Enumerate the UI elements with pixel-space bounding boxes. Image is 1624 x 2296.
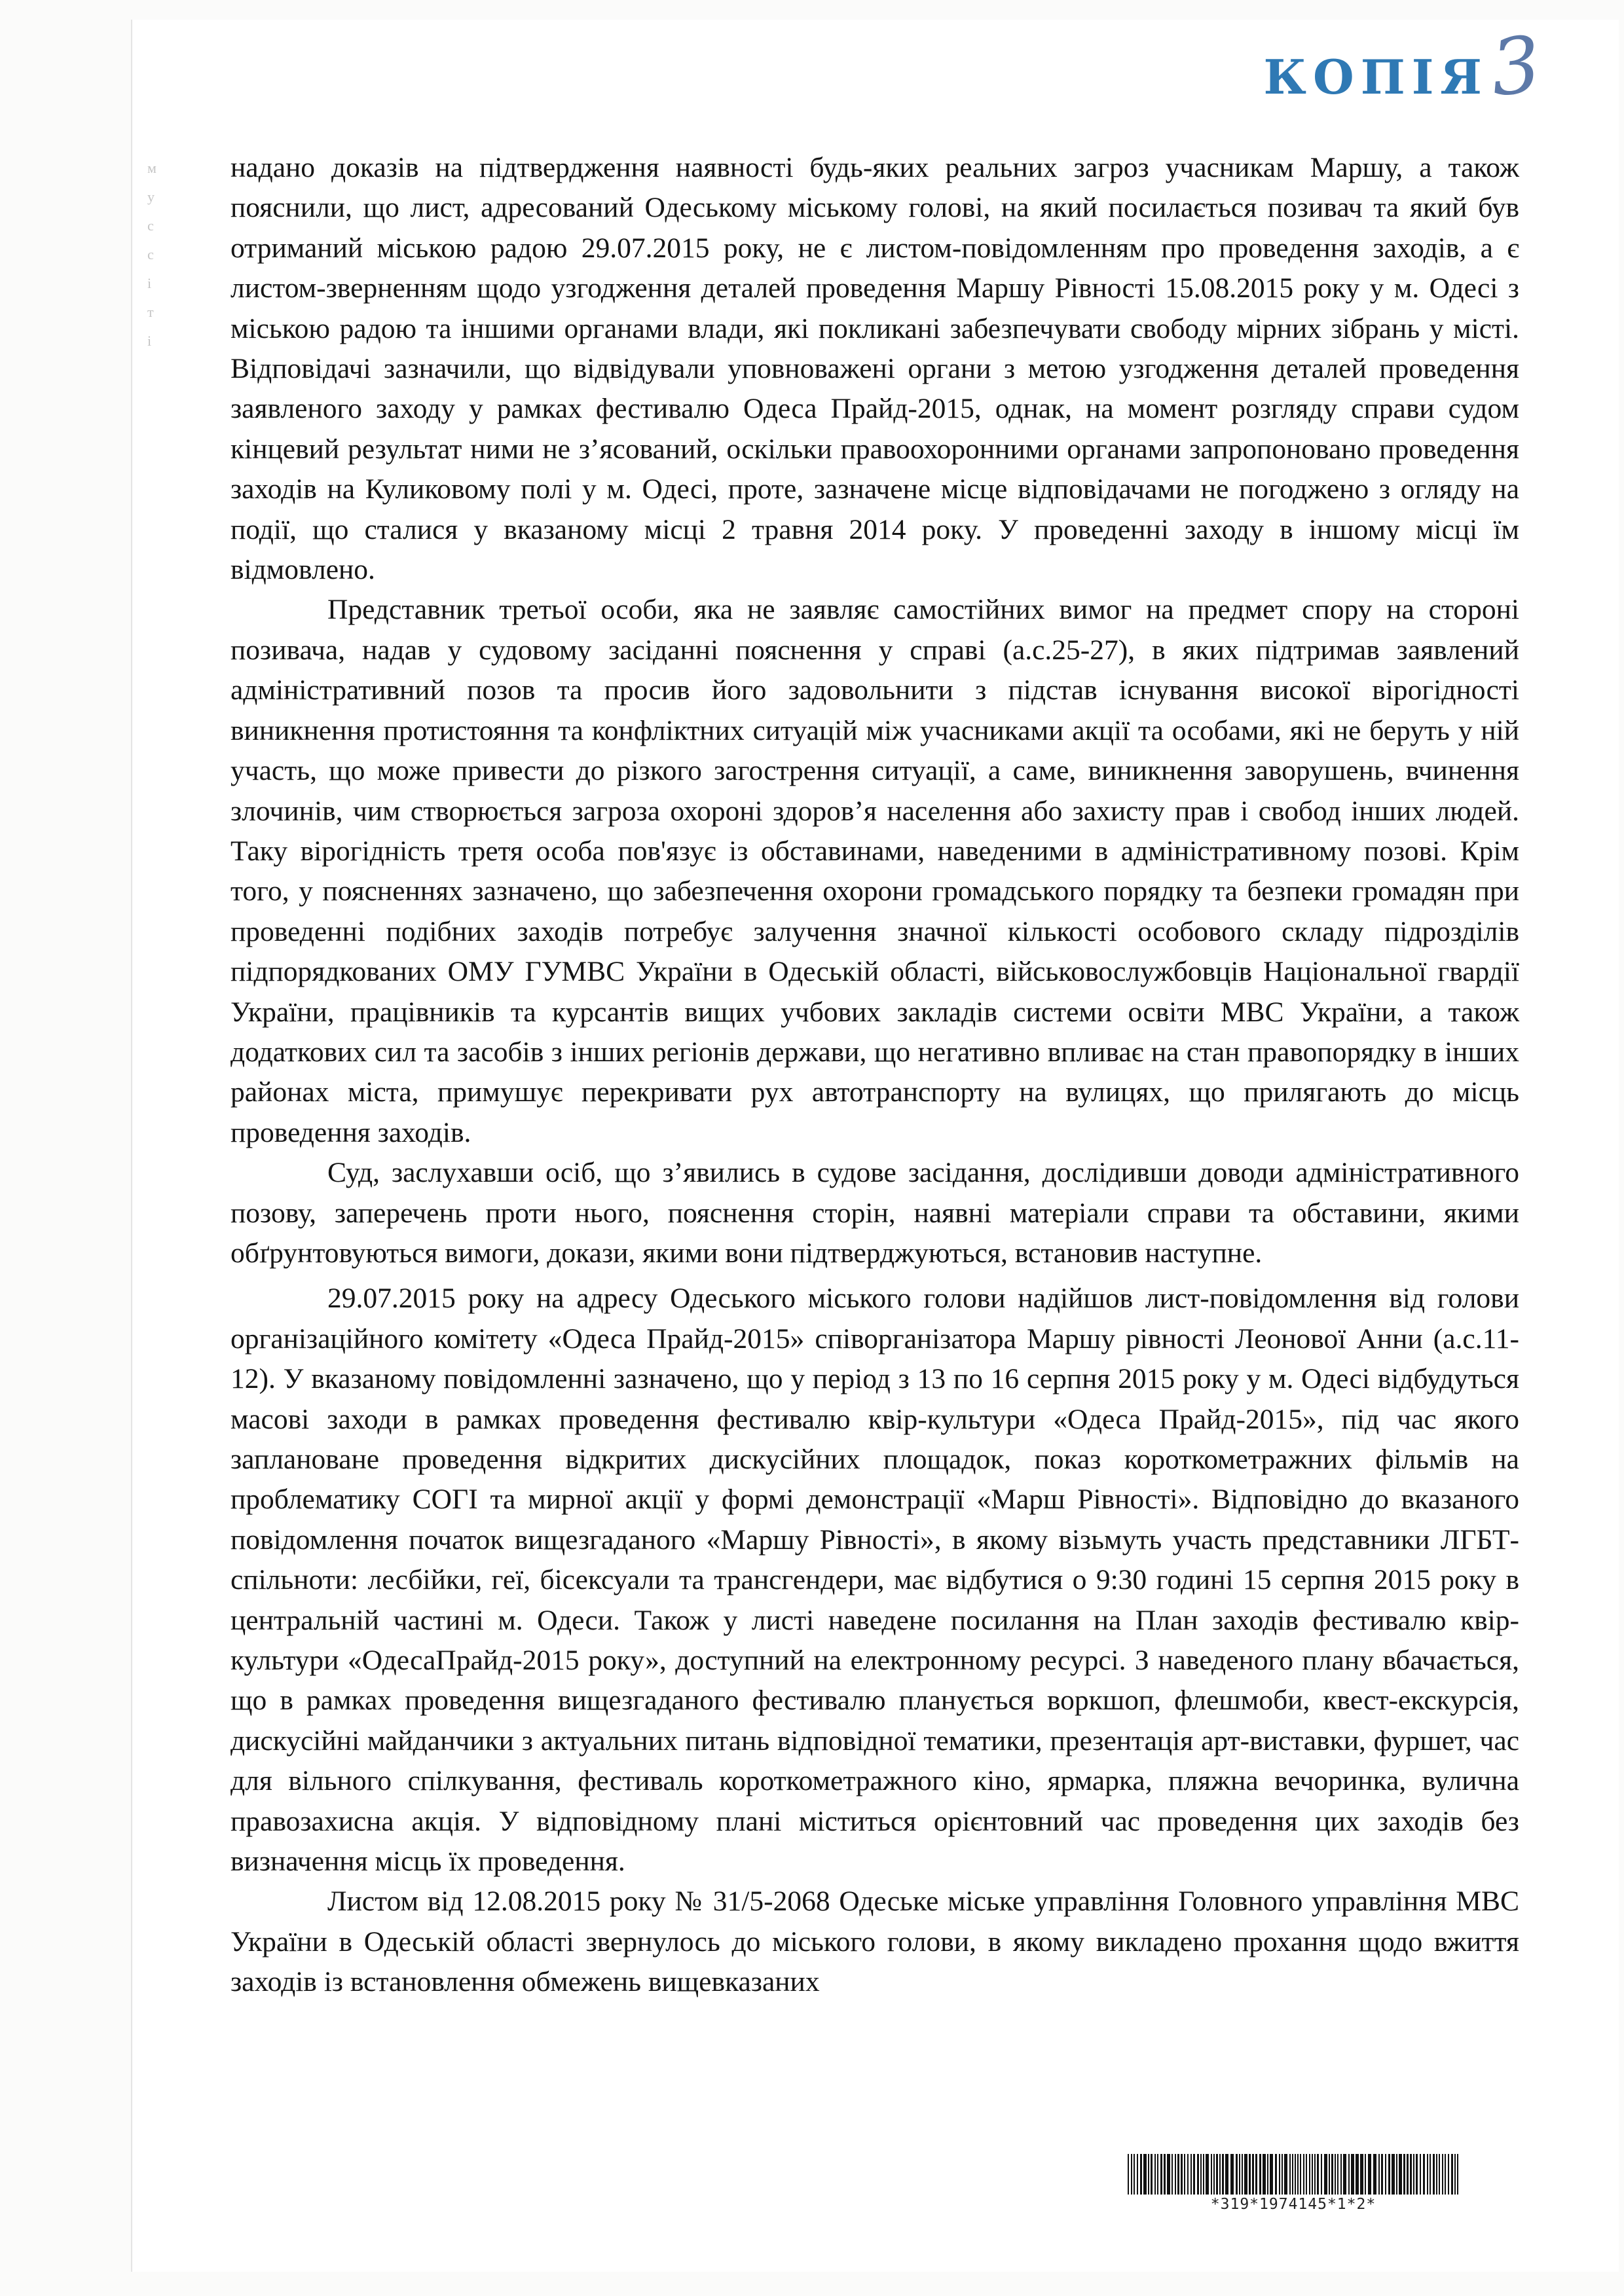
paragraph: Суд, заслухавши осіб, що з’явились в судове засідання, дослідивши доводи адміністративного позову, заперечень проти нього, пояснення сторін, наявні матеріали справи та обставини, якими обґрунтовуються вимоги, докази, якими вони підтверджуються, встановив наступне. [231,1157,1519,1269]
left-margin-bleed-through: м у с с і т і [147,160,157,349]
document-barcode [1128,2154,1459,2213]
paragraph: Представник третьої особи, яка не заявляє самостійних вимог на предмет спору на стороні позивача, надав у судовому засіданні пояснення у справі (а.с.25-27), в яких підтримав заявлений адміністративний позов та просив його задовольнити з підстав існування високої вірогідності виникнення протистояння та конфліктних ситуацій між учасниками акції та особами, які не беруть у ній участь, що може привести до різкого загострення ситуації, а саме, виникнення заворушень, вчинення злочинів, чим створюється загроза охороні здоров’я населення або захисту прав і свобод інших людей. Таку вірогідність третя особа пов'язує із обставинами, наведеними в адміністративному позові. Крім того, у поясненнях зазначено, що забезпечення охорони громадського порядку та безпеки громадян при проведенні подібних заходів потребує залучення значної кількості особового складу підрозділів підпорядкованих ОМУ ГУМВС України в Одеській області, військовослужбовців Національної гвардії України, працівників та курсантів вищих учбових закладів системи освіти МВС України, а також додаткових сил та засобів з інших регіонів держави, що негативно впливає на стан правопорядку в інших районах міста, примушує перекривати рух автотранспорту на вулицях, що прилягають до місць проведення заходів. [231,594,1519,1148]
copy-stamp [1263,18,1545,114]
copy-stamp-word: КОПІЯ [1263,49,1488,105]
barcode-graphic [1128,2154,1459,2195]
handwritten-page-number: 3 [1486,18,1545,114]
document-body [231,148,1519,2003]
paragraph: Листом від 12.08.2015 року № 31/5-2068 Одеське міське управління Головного управління МВС України в Одеській області звернулось до міського голови, в якому викладено прохання щодо вжиття заходів із встановлення обмежень вищевказаних [231,1886,1519,1998]
paragraph: надано доказів на підтвердження наявності будь-яких реальних загроз учасникам Маршу, а також пояснили, що лист, адресований Одеському міському голові, на який посилається позивач та який був отриманий міською радою 29.07.2015 року, не є листом-повідомленням про проведення заходів, а є листом-зверненням щодо узгодження деталей проведення Маршу Рівності 15.08.2015 року у м. Одесі з міською радою та іншими органами влади, які покликані забезпечувати свободу мірних зібрань у місті. Відповідачі зазначили, що відвідували уповноважені органи з метою узгодження деталей проведення заявленого заходу у рамках фестивалю Одеса Прайд-2015, однак, на момент розгляду справи судом кінцевий результат ними не з’ясований, оскільки правоохоронними органами запропоновано проведення заходів на Куликовому полі у м. Одесі, проте, зазначене місце відповідачами не погоджено з огляду на події, що сталися у вказаному місці 2 травня 2014 року. У проведенні заходу в іншому місці їм відмовлено. [231,152,1519,586]
barcode-number: *319*1974145*1*2* [1210,2196,1376,2213]
paragraph: 29.07.2015 року на адресу Одеського міського голови надійшов лист-повідомлення від голови організаційного комітету «Одеса Прайд-2015» співорганізатора Маршу рівності Леонової Анни (а.с.11-12). У вказаному повідомленні зазначено, що у період з 13 по 16 серпня 2015 року у м. Одесі відбудуться масові заходи в рамках проведення фестивалю квір-культури «Одеса Прайд-2015», під час якого заплановане проведення відкритих дискусійних площадок, показ короткометражних фільмів на проблематику СОГІ та мирної акції у формі демонстрації «Марш Рівності». Відповідно до вказаного повідомлення початок вищезгаданого «Маршу Рівності», в якому візьмуть участь представники ЛГБТ-спільноти: лесбійки, геї, бісексуали та трансгендери, має відбутися о 9:30 годині 15 серпня 2015 року в центральній частині м. Одеси. Також у листі наведене посилання на План заходів фестивалю квір-культури «ОдесаПрайд-2015 року», доступний на електронному ресурсі. З наведеного плану вбачається, що в рамках проведення вищезгаданого фестивалю планується воркшоп, флешмоби, квест-екскурсія, дискусійні майданчики з актуальних питань відповідної тематики, презентація арт-виставки, фуршет, час для вільного спілкування, фестиваль короткометражного кіно, ярмарка, пляжна вечоринка, вулична правозахисна акція. У відповідному плані міститься орієнтовний час проведення цих заходів без визначення місць їх проведення. [231,1283,1519,1878]
